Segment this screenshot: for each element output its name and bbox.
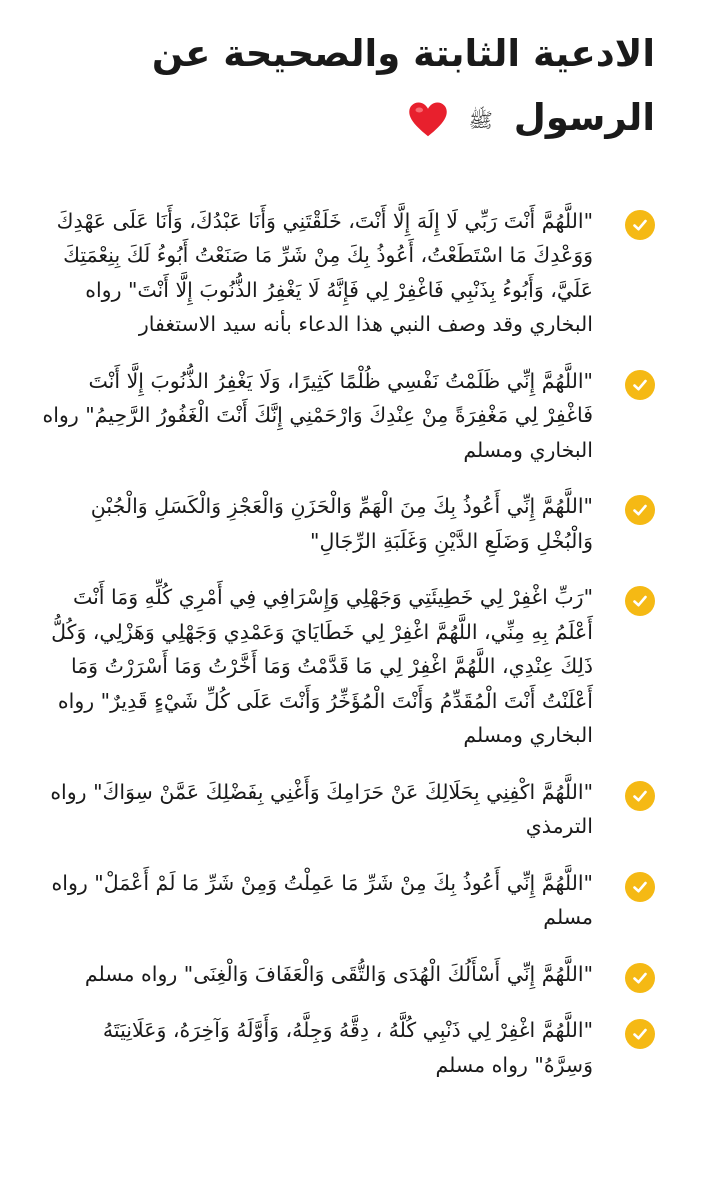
check-icon — [625, 370, 655, 400]
list-item — [40, 204, 655, 342]
title-line-2 — [40, 86, 655, 152]
dua-text: "اللَّهُمَّ إِنِّي أَسْأَلُكَ الْهُدَى وَالتُّقَى وَالْعَفَافَ وَالْغِنَى" رواه مسلم — [84, 961, 593, 986]
list-item — [40, 489, 655, 558]
dua-text: "اللَّهُمَّ اغْفِرْ لِي ذَنْبِي كُلَّهُ ، دِقَّهُ وَجِلَّهُ، وَأَوَّلَهُ وَآخِرَهُ، وَعَلَانِيَتَهُ وَسِرَّهُ" رواه مسلم — [102, 1018, 593, 1077]
check-icon — [625, 1019, 655, 1049]
dua-text: "اللَّهُمَّ إِنِّي أَعُوذُ بِكَ مِنْ شَرِّ مَا عَمِلْتُ وَمِنْ شَرِّ مَا لَمْ أَعْمَلْ" رواه مسلم — [51, 870, 593, 929]
check-icon — [625, 210, 655, 240]
list-item — [40, 775, 655, 844]
page-title — [40, 22, 655, 152]
title-word: الرسول — [513, 96, 655, 139]
list-item — [40, 580, 655, 753]
dua-text: "رَبِّ اغْفِرْ لِي خَطِيئَتِي وَجَهْلِي وَإِسْرَافِي فِي أَمْرِي كُلِّهِ وَمَا أَنْتَ أَعْلَمُ بِهِ مِنِّي، اللَّهُمَّ اغْفِرْ لِي خَطَايَايَ وَعَمْدِي وَجَهْلِي وَهَزْلِي، وَكُلُّ ذَلِكَ عِنْدِي، اللَّهُمَّ اغْفِرْ لِي مَا قَدَّمْتُ وَمَا أَخَّرْتُ وَمَا أَسْرَرْتُ وَمَا أَعْلَنْتُ أَنْتَ الْمُقَدِّمُ وَأَنْتَ الْمُؤَخِّرُ وَأَنْتَ عَلَى كُلِّ شَيْءٍ قَدِيرٌ" رواه البخاري ومسلم — [51, 585, 593, 747]
dua-text: "اللَّهُمَّ اكْفِنِي بِحَلَالِكَ عَنْ حَرَامِكَ وَأَغْنِي بِفَضْلِكَ عَمَّنْ سِوَاكَ" رواه الترمذي — [50, 779, 593, 838]
check-icon — [625, 872, 655, 902]
check-icon — [625, 781, 655, 811]
list-item — [40, 364, 655, 468]
dua-list — [40, 204, 655, 1083]
title-line-1: الادعية الثابتة والصحيحة عن — [151, 32, 655, 75]
check-icon — [625, 963, 655, 993]
list-item — [40, 1013, 655, 1082]
list-item — [40, 957, 655, 992]
dua-text: "اللَّهُمَّ إِنِّي أَعُوذُ بِكَ مِنَ الْهَمِّ وَالْحَزَنِ وَالْعَجْزِ وَالْكَسَلِ وَالْجُبْنِ وَالْبُخْلِ وَضَلَعِ الدَّيْنِ وَغَلَبَةِ الرِّجَالِ" — [90, 494, 593, 553]
list-item — [40, 866, 655, 935]
dua-text: "اللَّهُمَّ إِنِّي ظَلَمْتُ نَفْسِي ظُلْمًا كَثِيرًا، وَلَا يَغْفِرُ الذُّنُوبَ إِلَّا أَنْتَ فَاغْفِرْ لِي مَغْفِرَةً مِنْ عِنْدِكَ وَارْحَمْنِي إِنَّكَ أَنْتَ الْغَفُورُ الرَّحِيمُ" رواه البخاري ومسلم — [42, 368, 593, 462]
honorific-symbol: ﷺ — [468, 107, 493, 132]
check-icon — [625, 495, 655, 525]
heart-icon — [408, 101, 448, 139]
check-icon — [625, 586, 655, 616]
dua-text: "اللَّهُمَّ أَنْتَ رَبِّي لَا إِلَهَ إِلَّا أَنْتَ، خَلَقْتَنِي وَأَنَا عَبْدُكَ، وَأَنَا عَلَى عَهْدِكَ وَوَعْدِكَ مَا اسْتَطَعْتُ، أَعُوذُ بِكَ مِنْ شَرِّ مَا صَنَعْتُ أَبُوءُ لَكَ بِنِعْمَتِكَ عَلَيَّ، وَأَبُوءُ بِذَنْبِي فَاغْفِرْ لِي فَإِنَّهُ لَا يَغْفِرُ الذُّنُوبَ إِلَّا أَنْتَ" رواه البخاري وقد وصف النبي هذا الدعاء بأنه سيد الاستغفار — [56, 208, 593, 336]
